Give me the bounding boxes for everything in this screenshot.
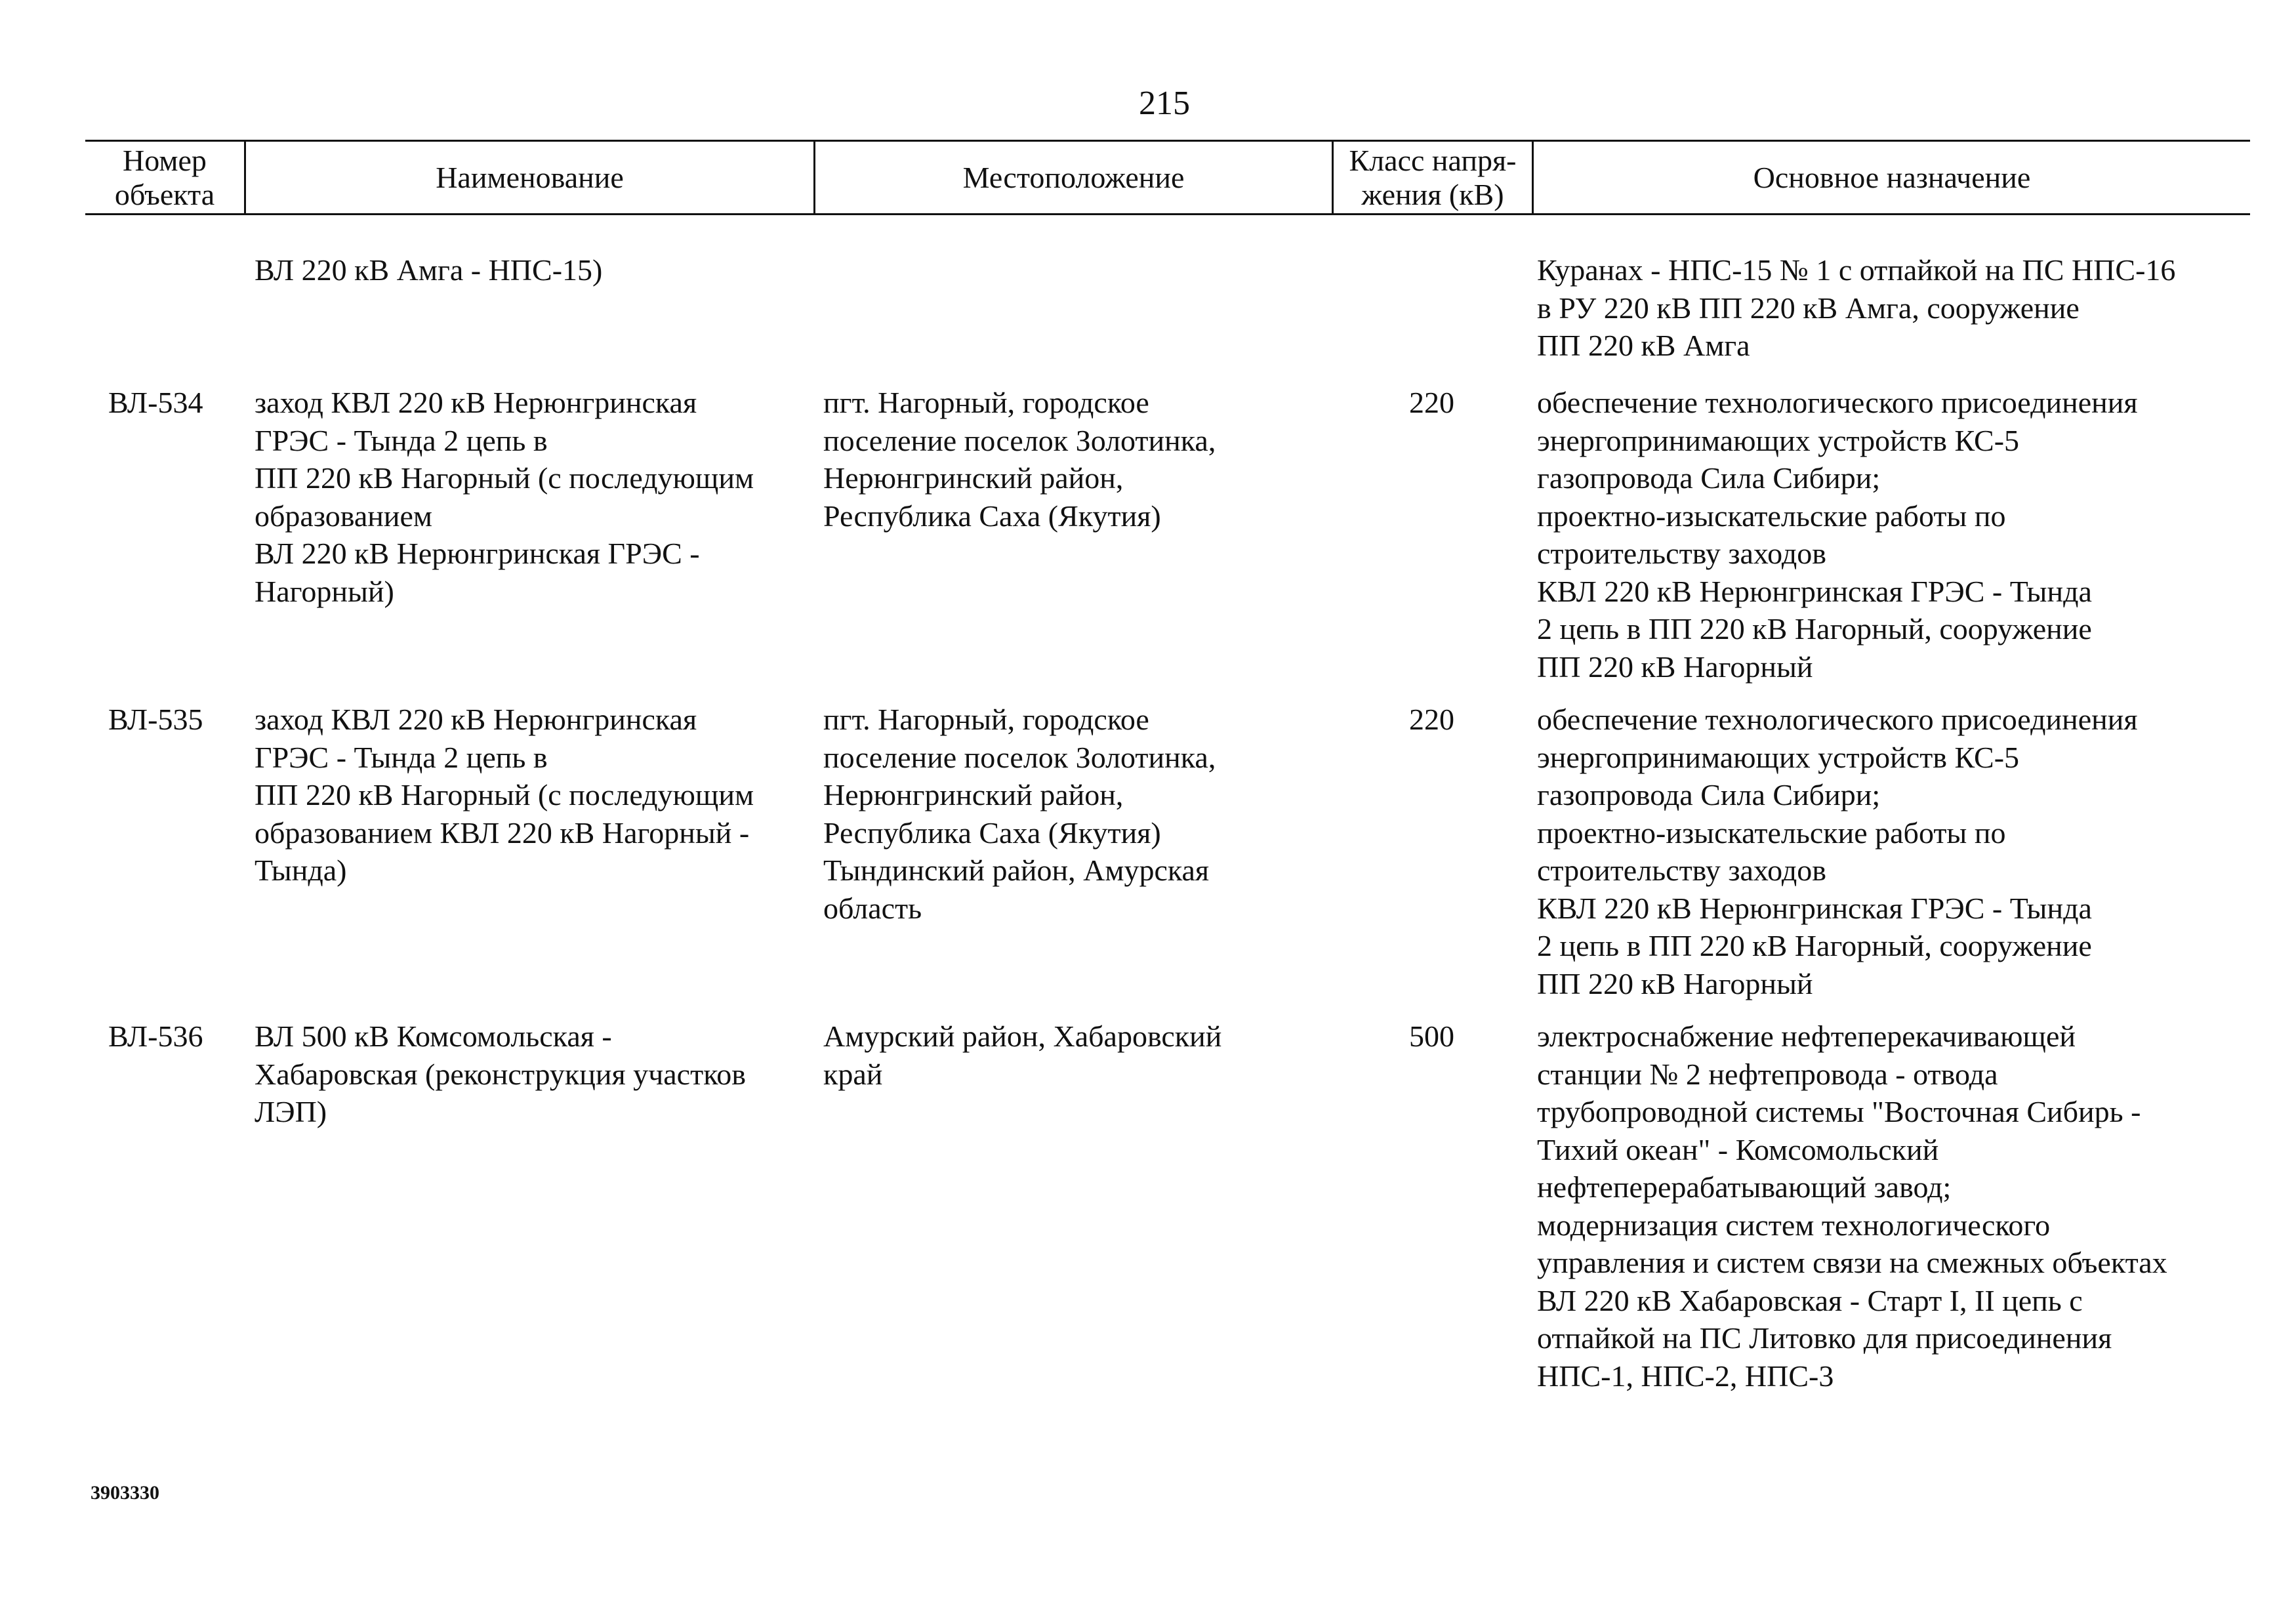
page-number: 215	[1139, 85, 1190, 122]
header-location: Местоположение	[813, 142, 1332, 213]
row-name: ВЛ 500 кВ Комсомольская - Хабаровская (реконструкция участков ЛЭП)	[255, 1019, 746, 1128]
row-purpose: электроснабжение нефтеперекачивающей станции № 2 нефтепровода - отвода трубопроводной системы "Восточная Сибирь - Тихий океан" - Комсомольский нефтеперерабатывающий завод; модернизация систем технологического управления и систем связи на смежных объектах ВЛ 220 кВ Хабаровская - Старт I, II цепь с отпайкой на ПС Литовко для присоединения НПС-1, НПС-2, НПС-3	[1537, 1019, 2167, 1393]
header-object-number: Номер объекта	[114, 143, 215, 211]
row-object-number: ВЛ-535	[108, 703, 203, 736]
header-name: Наименование	[244, 142, 813, 213]
row-purpose: Куранах - НПС-15 № 1 с отпайкой на ПС НПС-16 в РУ 220 кВ ПП 220 кВ Амга, сооружение ПП 220 кВ Амга	[1537, 253, 2176, 362]
row-location: пгт. Нагорный, городское поселение поселок Золотинка, Нерюнгринский район, Республика Саха (Якутия)	[823, 386, 1216, 533]
row-name: ВЛ 220 кВ Амга - НПС-15)	[255, 253, 603, 287]
row-voltage: 220	[1409, 386, 1454, 419]
row-purpose: обеспечение технологического присоединения энергопринимающих устройств КС-5 газопровода Сила Сибири; проектно-изыскательские работы по строительству заходов КВЛ 220 кВ Нерюнгринская ГРЭС - Тында 2 цепь в ПП 220 кВ Нагорный, сооружение ПП 220 кВ Нагорный	[1537, 703, 2138, 1000]
row-voltage: 220	[1409, 703, 1454, 736]
row-object-number: ВЛ-534	[108, 386, 203, 419]
header-purpose: Основное назначение	[1532, 142, 2250, 213]
row-name: заход КВЛ 220 кВ Нерюнгринская ГРЭС - Тында 2 цепь в ПП 220 кВ Нагорный (с последующим образованием ВЛ 220 кВ Нерюнгринская ГРЭС - Нагорный)	[255, 386, 754, 608]
table-header	[85, 140, 2250, 215]
row-name: заход КВЛ 220 кВ Нерюнгринская ГРЭС - Тында 2 цепь в ПП 220 кВ Нагорный (с последующим образованием КВЛ 220 кВ Нагорный - Тында)	[255, 703, 754, 887]
row-purpose: обеспечение технологического присоединения энергопринимающих устройств КС-5 газопровода Сила Сибири; проектно-изыскательские работы по строительству заходов КВЛ 220 кВ Нерюнгринская ГРЭС - Тында 2 цепь в ПП 220 кВ Нагорный, сооружение ПП 220 кВ Нагорный	[1537, 386, 2138, 684]
row-voltage: 500	[1409, 1019, 1454, 1053]
row-location: Амурский район, Хабаровский край	[823, 1019, 1222, 1091]
document-code: 3903330	[91, 1482, 159, 1504]
row-object-number: ВЛ-536	[108, 1019, 203, 1053]
row-location: пгт. Нагорный, городское поселение поселок Золотинка, Нерюнгринский район, Республика Саха (Якутия) Тындинский район, Амурская область	[823, 703, 1216, 925]
header-voltage-class: Класс напря- жения (кВ)	[1332, 142, 1532, 213]
